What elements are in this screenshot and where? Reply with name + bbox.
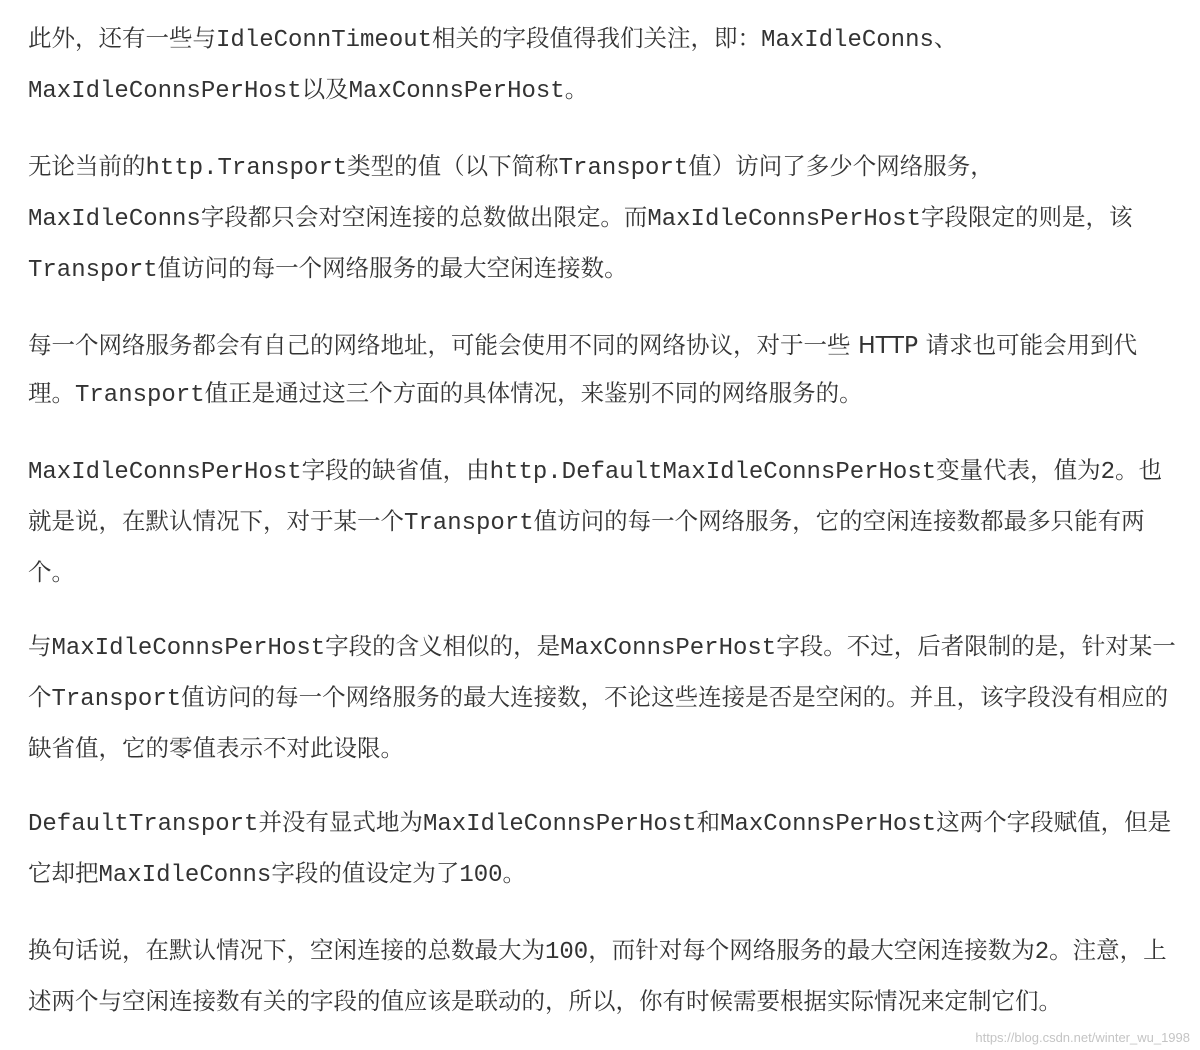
paragraph-1 [28, 14, 1183, 116]
inline-code: 100 [545, 939, 589, 966]
text-segment: 、 [933, 24, 958, 52]
inline-code: MaxIdleConnsPerHost [51, 635, 326, 662]
text-segment: 相关的字段值得我们关注，即： [432, 24, 762, 52]
paragraph-3 [28, 321, 1183, 420]
text-segment: 与 [28, 632, 52, 660]
text-segment: 字段。不过，后者限制的是，针对某一个 [28, 632, 1176, 711]
inline-code: 100 [459, 862, 503, 889]
text-segment: 值正是通过这三个方面的具体情况，来鉴别不同的网络服务的。 [204, 379, 863, 407]
text-segment: 每一个网络服务都会有自己的网络地址，可能会使用不同的网络协议，对于一些 HTTP 请求也可能会用到代理。 [28, 331, 1138, 407]
text-segment: 此外，还有一些与 [28, 24, 216, 52]
inline-code: 2 [1034, 939, 1050, 966]
inline-code: Transport [558, 155, 689, 182]
inline-code: Transport [75, 382, 205, 409]
text-segment: 。也就是说，在默认情况下，对于某一个 [28, 456, 1163, 535]
paragraph-7 [28, 926, 1183, 1025]
inline-code: MaxConnsPerHost [720, 811, 937, 838]
text-segment: 换句话说，在默认情况下，空闲连接的总数最大为 [28, 936, 545, 964]
text-segment: 和 [696, 808, 721, 836]
inline-code: MaxConnsPerHost [560, 635, 777, 662]
watermark-url: https://blog.csdn.net/winter_wu_1998 [975, 1030, 1190, 1045]
text-segment: 无论当前的 [28, 152, 146, 180]
inline-code: MaxIdleConns [98, 862, 272, 889]
inline-code: MaxIdleConnsPerHost [422, 811, 697, 838]
inline-code: DefaultTransport [28, 811, 259, 838]
inline-code: Transport [51, 686, 182, 713]
text-segment: 。 [564, 75, 589, 103]
inline-code: MaxConnsPerHost [348, 78, 565, 105]
text-segment: 。注意，上述两个与空闲连接数有关的字段的值应该是联动的，所以，你有时候需要根据实际情况来定制它们。 [28, 936, 1167, 1015]
text-segment: 以及 [301, 75, 349, 103]
paragraph-4 [28, 446, 1183, 596]
text-segment: 这两个字段赋值，但是它却把 [28, 808, 1172, 887]
inline-code: IdleConnTimeout [216, 27, 433, 54]
text-segment: 并没有显式地为 [258, 808, 423, 836]
inline-code: MaxIdleConnsPerHost [28, 459, 302, 486]
text-segment: 值访问的每一个网络服务，它的空闲连接数都最多只能有两个。 [28, 507, 1145, 586]
paragraph-6 [28, 798, 1183, 900]
text-segment: 类型的值（以下简称 [347, 152, 559, 180]
text-segment: 字段都只会对空闲连接的总数做出限定。而 [200, 203, 648, 231]
text-segment: ，而针对每个网络服务的最大空闲连接数为 [588, 936, 1035, 964]
article-body [28, 14, 1183, 1025]
inline-code: MaxIdleConnsPerHost [28, 78, 302, 105]
text-segment: 字段的含义相似的，是 [325, 632, 561, 660]
text-segment: 。 [502, 859, 527, 887]
inline-code: 2 [1100, 459, 1116, 486]
text-segment: 变量代表，值为 [936, 456, 1101, 484]
paragraph-5 [28, 622, 1183, 772]
inline-code: Transport [404, 510, 534, 537]
inline-code: http.Transport [145, 155, 348, 182]
text-segment: 字段的缺省值，由 [301, 456, 490, 484]
text-segment: 字段限定的则是，该 [920, 203, 1133, 231]
inline-code: MaxIdleConnsPerHost [647, 206, 921, 233]
inline-code: MaxIdleConns [761, 27, 934, 54]
text-segment: 值）访问了多少个网络服务， [688, 152, 994, 180]
inline-code: Transport [28, 257, 158, 284]
inline-code: http.DefaultMaxIdleConnsPerHost [489, 459, 937, 486]
text-segment: 字段的值设定为了 [271, 859, 460, 887]
text-segment: 值访问的每一个网络服务的最大连接数，不论这些连接是否是空闲的。并且，该字段没有相应的缺省值，它的零值表示不对此设限。 [28, 683, 1169, 762]
text-segment: 值访问的每一个网络服务的最大空闲连接数。 [157, 254, 628, 282]
inline-code: MaxIdleConns [28, 206, 201, 233]
paragraph-2 [28, 142, 1183, 295]
